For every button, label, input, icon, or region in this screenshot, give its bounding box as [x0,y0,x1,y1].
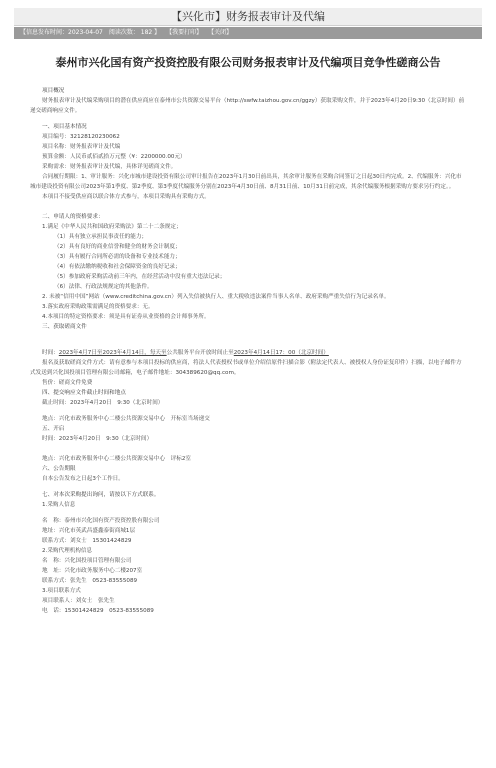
section-heading: 七、对本次采购提出询问，请按以下方式联系。 [42,492,160,498]
section-heading: 二、申请人的资格要求： [42,214,104,220]
paragraph: （2）具有良好的商业信誉和健全的财务会计制度； [54,244,181,250]
paragraph: 2.采购代理机构信息 [42,548,93,554]
paragraph: 3.项目联系方式 [42,588,81,594]
paragraph: 合同履行期限：1、审计服务：兴化市城市建设投资有限公司审计报告在2023年1月30日前出具，其余审计服务在采购合同签订之日起30日内完成。2、代编服务：兴化市城市建设投资有限公司2023年第1季度、第2季度、第3季度代编服务分别在2023年4月30日前、8月31日前、10月31日前完成，其余代编服务根据采购方要求另行约定。。 [30,174,462,190]
paragraph: 电 话：15301424829 0523-83555089 [42,608,154,614]
paragraph: 联系方式：刘女士 15301424829 [42,538,132,544]
paragraph: 3.落实政府采购政策需满足的资格要求：无。 [42,304,154,310]
section-heading: 六、公告期限 [42,466,76,472]
meta-bar [14,27,482,39]
page-title: 【兴化市】财务报表审计及代编 [14,8,482,26]
paragraph: 地点：兴化市政务服务中心二楼公共资源交易中心 评标2室 [42,456,191,462]
spacer [30,202,466,212]
section-heading: 五、开启 [42,426,65,432]
paragraph: （4）有依法缴纳税收和社会保障资金的良好记录； [54,264,181,270]
paragraph: 售价：磋商文件免费 [42,380,93,386]
paragraph: 联系方式：张先生 0523-83555089 [42,578,138,584]
spacer [30,332,466,348]
paragraph: （3）具有履行合同所必需的设备和专业技术能力； [54,254,181,260]
paragraph: 地 址：兴化市政务服务中心二楼207室 [42,568,143,574]
paragraph: 截止时间：2023年4月20日 9:30（北京时间） [42,400,164,406]
section-heading: 一、项目基本情况 [42,124,87,130]
paragraph: 时间：2023年4月20日 9:30（北京时间） [42,436,153,442]
paragraph: 时间：2023年4月7日至2023年4月14日，每天至公共服务平台开放时间止至2023年4月14日17：00（北京时间） [42,350,329,356]
paragraph: （6）法律、行政法规规定的其他条件。 [54,284,153,290]
paragraph: 名 称：泰州市兴化国有资产投资控股有限公司 [42,518,160,524]
paragraph: 本项目不接受供应商以联合体方式参与，本项目采购具有采购方式。 [42,194,210,200]
paragraph: 项目编号：32128120230062 [42,134,120,140]
close-button[interactable]: 【关闭】 [208,29,233,36]
section-heading: 三、获取磋商文件 [42,324,87,330]
paragraph: 预算金额：人民币贰佰贰拾万元整（¥：2200000.00元） [42,154,186,160]
section-heading: 四、提交响应文件截止时间和地点 [42,390,126,396]
article-body [30,86,466,764]
paragraph: 1.采购人信息 [42,502,76,508]
paragraph: 2. 未被“信用中国”网站（www.creditchina.gov.cn）列入失信被执行人、重大税收违法案件当事人名单、政府采购严重失信行为记录名单。 [42,294,390,300]
spacer [30,444,466,454]
print-button[interactable]: 【我要打印】 [166,29,203,36]
paragraph: 1.满足《中华人民共和国政府采购法》第二十二条规定； [42,224,182,230]
publish-info: 【信息发布时间：2023-04-07 阅读次数： 182 】 [20,29,161,36]
paragraph: 4.本项目的特定资格要求：须是具有证券从业资格的会计师事务所。 [42,314,210,320]
paragraph: （1）具有独立承担民事责任的能力； [54,234,148,240]
paragraph: 报名及获取磋商文件方式：请有意参与本项目投标的供应商，将法人代表授权书或单位介绍信原件扫描合影（附法定代表人、被授权人身份证复印件）扫描，以电子邮件方式发送到兴化国投项目管理有限公司邮箱，电子邮件地址：304389620@qq.com。 [30,360,462,376]
paragraph: （5）参加政府采购活动前三年内，在经营活动中没有重大违法记录； [54,274,226,280]
paragraph: 采购需求：财务报表审计及代编，具体详见磋商文件。 [42,164,177,170]
paragraph: 自本公告发布之日起3个工作日。 [42,476,124,482]
section-heading: 项目概况 [42,88,65,94]
paragraph: 财务报表审计及代编采购项目的潜在供应商应在泰州市公共资源交易平台（http://swfw.taizhou.gov.cn/ggzy）获取采购文件，并于2023年4月20日9:30（北京时间）前递交磋商响应文件。 [30,98,465,114]
paragraph: 地点：兴化市政务服务中心二楼公共资源交易中心 开标室当场递交 [42,416,210,422]
paragraph: 项目联系人：刘女士 张先生 [42,598,115,604]
paragraph: 地址：兴化市英武昌盛鑫泰街商城1层 [42,528,136,534]
paragraph: 名 称：兴化国投项目管理有限公司 [42,558,132,564]
article-heading: 泰州市兴化国有资产投资控股有限公司财务报表审计及代编项目竞争性磋商公告 [55,56,441,69]
paragraph: 项目名称：财务报表审计及代编 [42,144,121,150]
